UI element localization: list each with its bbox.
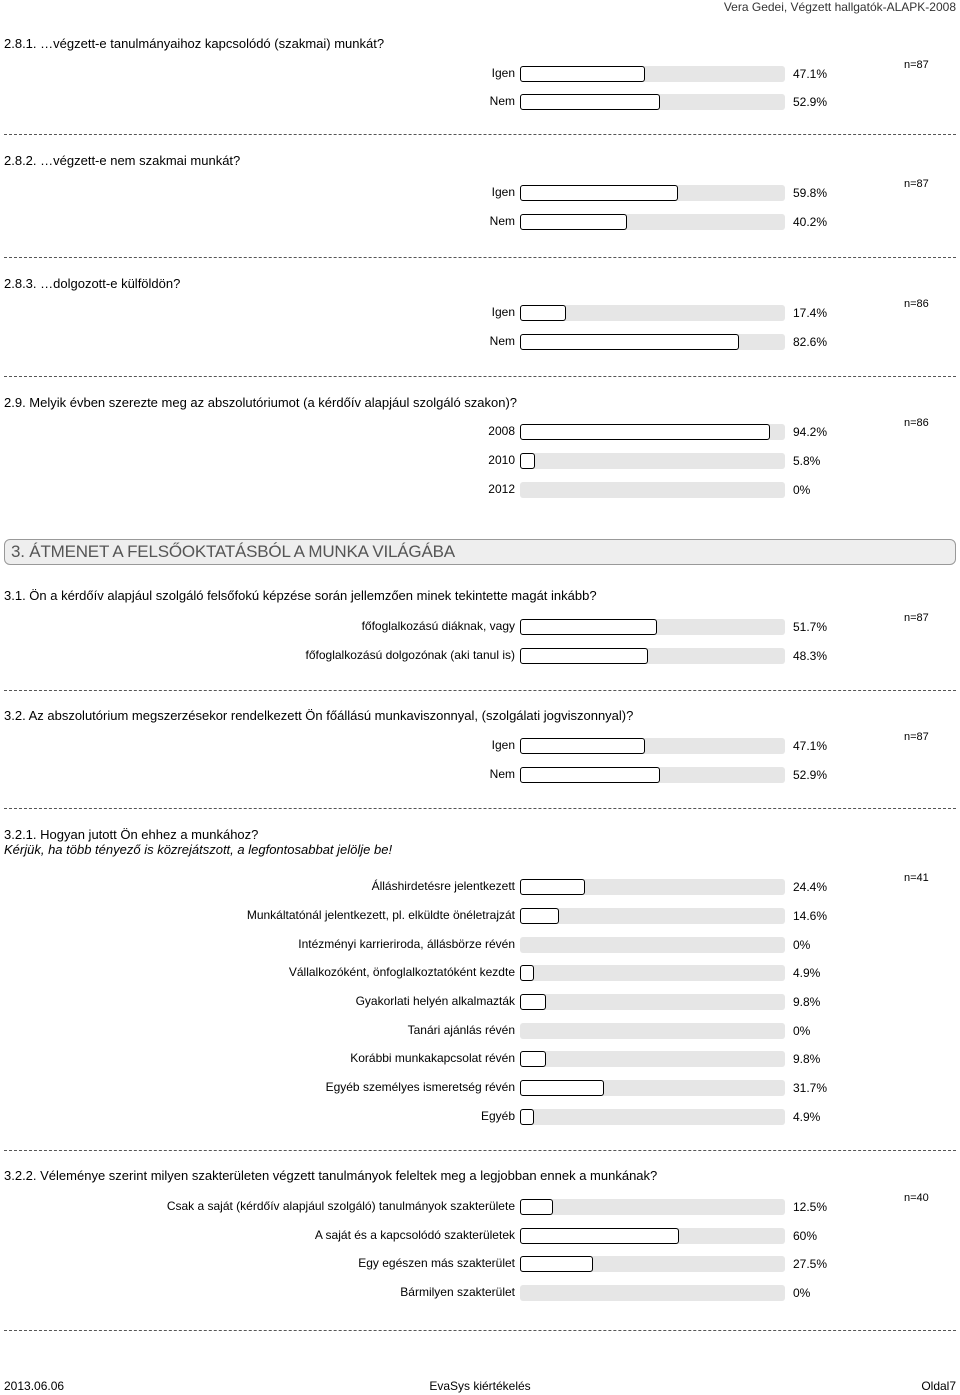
percentage-bar-track	[520, 937, 785, 953]
answer-label: Nem	[489, 334, 515, 348]
answer-row	[0, 877, 960, 897]
answer-row	[0, 303, 960, 323]
answer-percentage: 24.4%	[793, 880, 828, 894]
percentage-bar-fill	[520, 1080, 604, 1096]
question-title: 3.1. Ön a kérdőív alapjául szolgáló felsőfokú képzése során jellemzően minek tekintette magát inkább?	[4, 588, 597, 603]
response-count: n=87	[904, 731, 929, 743]
answer-label: Intézményi karrieriroda, állásbörze révén	[298, 937, 515, 951]
answer-label: Igen	[491, 185, 515, 199]
answer-row	[0, 212, 960, 232]
response-count: n=41	[904, 872, 929, 884]
answer-row	[0, 332, 960, 352]
percentage-bar-track	[520, 1023, 785, 1039]
question-divider	[4, 257, 956, 258]
question-divider	[4, 1150, 956, 1151]
answer-label: Nem	[489, 214, 515, 228]
answer-percentage: 12.5%	[793, 1200, 828, 1214]
question-title: 2.8.3. …dolgozott-e külföldön?	[4, 276, 181, 291]
answer-label: Igen	[491, 738, 515, 752]
percentage-bar-track	[520, 767, 785, 783]
answer-row	[0, 422, 960, 442]
answer-row	[0, 906, 960, 926]
answer-percentage: 4.9%	[793, 1110, 821, 1124]
answer-label: főfoglalkozású diáknak, vagy	[361, 619, 515, 633]
percentage-bar-fill	[520, 767, 660, 783]
answer-percentage: 48.3%	[793, 649, 828, 663]
answer-row	[0, 992, 960, 1012]
answer-row	[0, 183, 960, 203]
question-title: 2.9. Melyik évben szerezte meg az abszolutóriumot (a kérdőív alapjául szolgáló szakon)?	[4, 395, 518, 410]
percentage-bar-track	[520, 1051, 785, 1067]
percentage-bar-track	[520, 879, 785, 895]
answer-percentage: 51.7%	[793, 620, 828, 634]
answer-row	[0, 1049, 960, 1069]
percentage-bar-track	[520, 908, 785, 924]
percentage-bar-fill	[520, 1109, 534, 1125]
answer-label: 2012	[488, 482, 515, 496]
answer-percentage: 31.7%	[793, 1081, 828, 1095]
answer-label: Igen	[491, 66, 515, 80]
answer-percentage: 17.4%	[793, 306, 828, 320]
answer-percentage: 52.9%	[793, 768, 828, 782]
answer-row	[0, 1107, 960, 1127]
percentage-bar-fill	[520, 453, 535, 469]
percentage-bar-track	[520, 185, 785, 201]
percentage-bar-track	[520, 482, 785, 498]
question-title: 2.8.1. …végzett-e tanulmányaihoz kapcsolódó (szakmai) munkát?	[4, 36, 385, 51]
percentage-bar-fill	[520, 305, 566, 321]
section-header	[4, 539, 956, 565]
question-divider	[4, 690, 956, 691]
answer-row	[0, 765, 960, 785]
percentage-bar-track	[520, 94, 785, 110]
question-title: 2.8.2. …végzett-e nem szakmai munkát?	[4, 153, 241, 168]
answer-label: Igen	[491, 305, 515, 319]
question-divider	[4, 808, 956, 809]
answer-percentage: 9.8%	[793, 995, 821, 1009]
answer-label: Bármilyen szakterület	[400, 1285, 515, 1299]
question-subtitle: Kérjük, ha több tényező is közrejátszott, a legfontosabbat jelölje be!	[4, 842, 393, 857]
answer-percentage: 0%	[793, 483, 811, 497]
answer-row	[0, 736, 960, 756]
answer-row	[0, 1197, 960, 1217]
answer-row	[0, 963, 960, 983]
answer-row	[0, 64, 960, 84]
percentage-bar-track	[520, 334, 785, 350]
answer-row	[0, 480, 960, 500]
percentage-bar-track	[520, 1080, 785, 1096]
answer-label: főfoglalkozású dolgozónak (aki tanul is)	[305, 648, 515, 662]
answer-percentage: 47.1%	[793, 739, 828, 753]
percentage-bar-fill	[520, 738, 645, 754]
percentage-bar-track	[520, 453, 785, 469]
answer-label: Vállalkozóként, önfoglalkoztatóként kezdte	[288, 965, 515, 979]
percentage-bar-track	[520, 619, 785, 635]
answer-label: 2010	[488, 453, 515, 467]
answer-label: Nem	[489, 767, 515, 781]
footer-center: EvaSys kiértékelés	[429, 1379, 531, 1393]
answer-percentage: 5.8%	[793, 454, 821, 468]
question-divider	[4, 134, 956, 135]
answer-percentage: 14.6%	[793, 909, 828, 923]
percentage-bar-fill	[520, 334, 739, 350]
question-divider	[4, 1330, 956, 1331]
percentage-bar-track	[520, 1285, 785, 1301]
percentage-bar-track	[520, 1109, 785, 1125]
percentage-bar-fill	[520, 965, 534, 981]
report-header: Vera Gedei, Végzett hallgatók-ALAPK-2008	[723, 0, 956, 14]
answer-label: Csak a saját (kérdőív alapjául szolgáló) tanulmányok szakterülete	[166, 1199, 515, 1213]
response-count: n=87	[904, 59, 929, 71]
answer-row	[0, 646, 960, 666]
answer-percentage: 52.9%	[793, 95, 828, 109]
percentage-bar-fill	[520, 879, 585, 895]
answer-percentage: 94.2%	[793, 425, 828, 439]
question-divider	[4, 376, 956, 377]
answer-label: Munkáltatónál jelentkezett, pl. elküldte önéletrajzát	[246, 908, 515, 922]
percentage-bar-track	[520, 994, 785, 1010]
percentage-bar-fill	[520, 1051, 546, 1067]
percentage-bar-fill	[520, 66, 645, 82]
answer-row	[0, 1254, 960, 1274]
percentage-bar-track	[520, 1256, 785, 1272]
percentage-bar-fill	[520, 1256, 593, 1272]
answer-percentage: 9.8%	[793, 1052, 821, 1066]
percentage-bar-track	[520, 965, 785, 981]
percentage-bar-fill	[520, 908, 559, 924]
answer-percentage: 59.8%	[793, 186, 828, 200]
answer-row	[0, 617, 960, 637]
answer-percentage: 60%	[793, 1229, 818, 1243]
answer-row	[0, 451, 960, 471]
answer-percentage: 40.2%	[793, 215, 828, 229]
percentage-bar-fill	[520, 94, 660, 110]
answer-row	[0, 1078, 960, 1098]
answer-label: Egyéb	[480, 1109, 515, 1123]
response-count: n=86	[904, 298, 929, 310]
percentage-bar-track	[520, 305, 785, 321]
percentage-bar-track	[520, 66, 785, 82]
answer-row	[0, 92, 960, 112]
answer-label: 2008	[488, 424, 515, 438]
answer-percentage: 0%	[793, 1024, 811, 1038]
footer-page: Oldal7	[921, 1379, 956, 1393]
percentage-bar-fill	[520, 185, 678, 201]
percentage-bar-fill	[520, 619, 657, 635]
answer-label: Álláshirdetésre jelentkezett	[371, 879, 515, 893]
response-count: n=86	[904, 417, 929, 429]
percentage-bar-fill	[520, 424, 770, 440]
section-title: 3. ÁTMENET A FELSŐOKTATÁSBÓL A MUNKA VILÁGÁBA	[11, 542, 455, 561]
answer-label: Egyéb személyes ismeretség révén	[325, 1080, 515, 1094]
question-title: 3.2.2. Véleménye szerint milyen szakterületen végzett tanulmányok feleltek meg a legjobban ennek a munkának?	[4, 1168, 658, 1183]
answer-row	[0, 1226, 960, 1246]
answer-label: Egy egészen más szakterület	[358, 1256, 515, 1270]
answer-percentage: 82.6%	[793, 335, 828, 349]
question-title: 3.2.1. Hogyan jutott Ön ehhez a munkához?	[4, 827, 259, 842]
answer-label: Gyakorlati helyén alkalmazták	[355, 994, 515, 1008]
answer-percentage: 0%	[793, 1286, 811, 1300]
percentage-bar-track	[520, 738, 785, 754]
answer-label: Tanári ajánlás révén	[407, 1023, 515, 1037]
response-count: n=87	[904, 612, 929, 624]
answer-row	[0, 935, 960, 955]
percentage-bar-fill	[520, 1228, 679, 1244]
answer-row	[0, 1021, 960, 1041]
percentage-bar-fill	[520, 994, 546, 1010]
answer-row	[0, 1283, 960, 1303]
question-title: 3.2. Az abszolutórium megszerzésekor rendelkezett Ön főállású munkaviszonnyal, (szolgálati jogviszonnyal)?	[4, 708, 634, 723]
answer-label: Nem	[489, 94, 515, 108]
answer-label: A saját és a kapcsolódó szakterületek	[314, 1228, 515, 1242]
percentage-bar-track	[520, 648, 785, 664]
answer-label: Korábbi munkakapcsolat révén	[350, 1051, 515, 1065]
percentage-bar-track	[520, 214, 785, 230]
percentage-bar-fill	[520, 214, 627, 230]
percentage-bar-track	[520, 1228, 785, 1244]
answer-percentage: 47.1%	[793, 67, 828, 81]
percentage-bar-track	[520, 424, 785, 440]
response-count: n=40	[904, 1192, 929, 1204]
answer-percentage: 0%	[793, 938, 811, 952]
percentage-bar-fill	[520, 1199, 553, 1215]
percentage-bar-fill	[520, 648, 648, 664]
answer-percentage: 4.9%	[793, 966, 821, 980]
answer-percentage: 27.5%	[793, 1257, 828, 1271]
response-count: n=87	[904, 178, 929, 190]
percentage-bar-track	[520, 1199, 785, 1215]
footer-date: 2013.06.06	[4, 1379, 65, 1393]
